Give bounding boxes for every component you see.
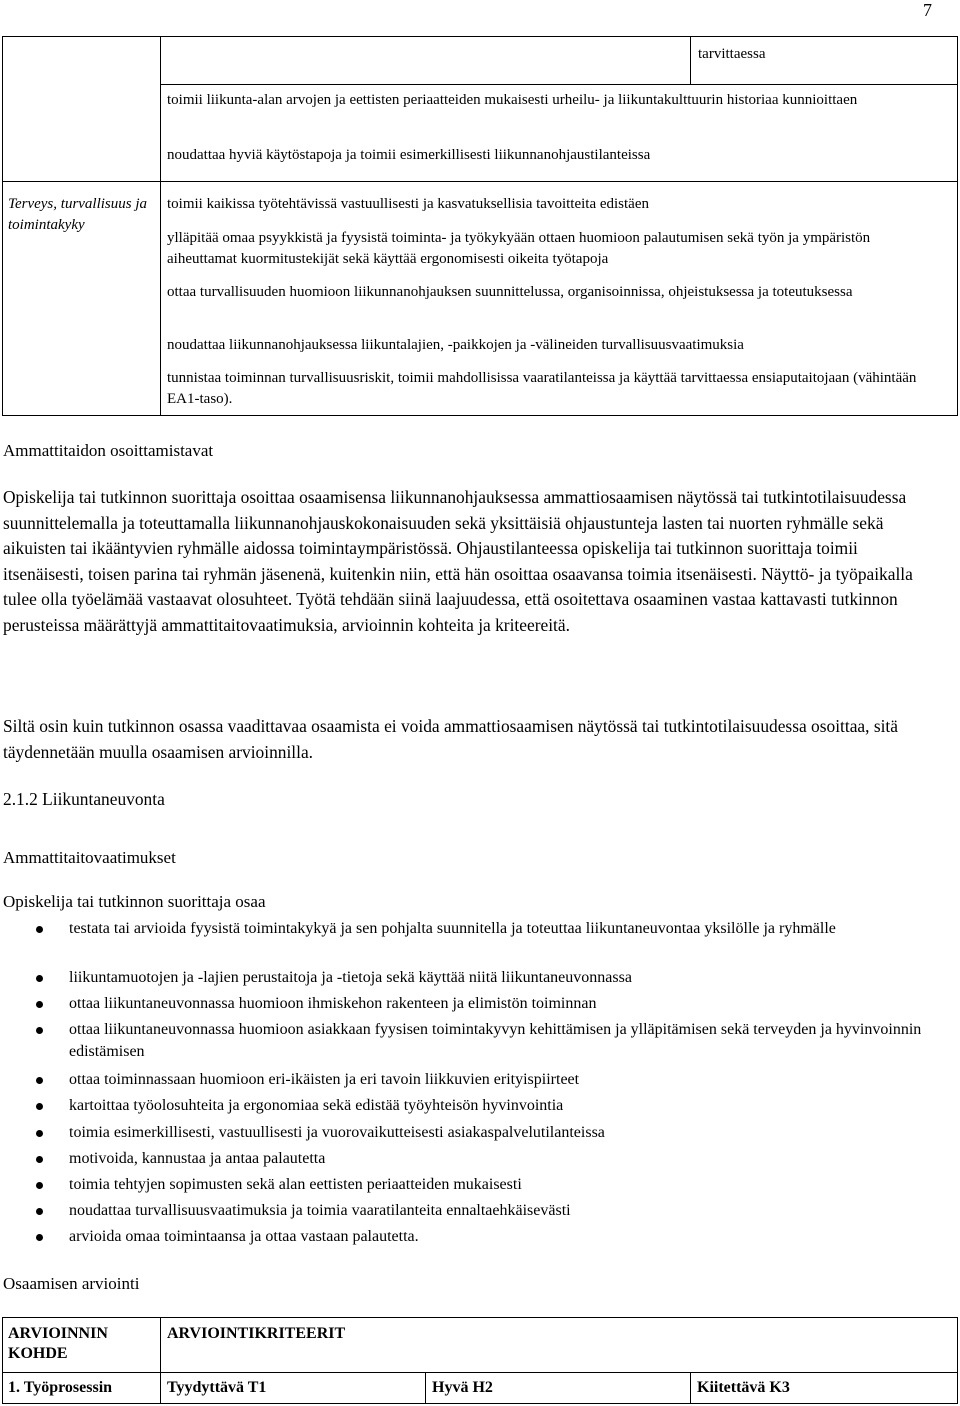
assessment-criteria-header: ARVIOINTIKRITEERIT [167,1325,346,1342]
assessment-row-target: 1. Työprosessin [8,1379,113,1396]
table-row: tunnistaa toiminnan turvallisuusriskit, toimii mahdollisissa vaaratilanteissa ja käyttää tarvittaessa ensiaputaitojaan (vähintään EA1-taso). [167,370,917,407]
assessment-target-header: ARVIOINNIN KOHDE [8,1325,108,1362]
list-item: toimia esimerkillisesti, vastuullisesti ja vuorovaikutteisesti asiakaspalvelutilanteissa [69,1124,605,1141]
supplementary-paragraph: Siltä osin kuin tutkinnon osassa vaadittavaa osaamista ei voida ammattiosaamisen näytössä tai tutkintotilaisuudessa osoittaa, sitä täydennetään muulla osaamisen arvioinnilla. [3,716,898,762]
bullet-icon [36,1027,43,1034]
bullet-icon [36,1077,43,1084]
list-item: arvioida omaa toimintaansa ja ottaa vastaan palautetta. [69,1228,419,1245]
bullet-icon [36,1234,43,1241]
section-title: 2.1.2 Liikuntaneuvonta [3,789,165,809]
grade-t1: Tyydyttävä T1 [167,1379,267,1396]
methods-paragraph: Opiskelija tai tutkinnon suorittaja osoittaa osaamisensa liikunnanohjauksessa ammattiosaamisen näytössä tai tutkintotilaisuudessa suunnittelemalla ja toteuttamalla liikunnanohjauskokonaisuuden sekä yksittäisiä ohjaustunteja lasten tai nuorten ryhmälle sekä aikuisten tai ikääntyvien ryhmälle aidossa toimintaympäristössä. Ohjaustilanteessa opiskelija tai tutkinnon suorittaja toimii itsenäisesti, toisen parina tai ryhmän jäsenenä, kuitenkin niin, että hän osoittaa osaavansa toimia itsenäisesti. Näyttö- ja työpaikalla tulee olla työelämää vastaavat olosuhteet. Työtä tehdään siinä laajuudessa, että osoitettava osaaminen vastaa kattavasti tutkinnon perusteissa määrättyjä ammattitaitovaatimuksia, arvioinnin kohteita ja kriteereitä. [3,487,913,635]
table-row: ylläpitää omaa psyykkistä ja fyysistä toiminta- ja työkykyään ottaen huomioon palautumisen sekä työn ja ympäristön aiheuttamat kuormitustekijät sekä käyttää ergonomisesti oikeita työtapoja [167,230,871,267]
list-item: testata tai arvioida fyysistä toimintakykyä ja sen pohjalta suunnitella ja toteuttaa liikuntaneuvontaa yksilölle ja ryhmälle [69,920,836,937]
list-item: ottaa liikuntaneuvonnassa huomioon ihmiskehon rakenteen ja elimistön toiminnan [69,995,597,1012]
bullet-icon [36,1103,43,1110]
list-item: motivoida, kannustaa ja antaa palautetta [69,1150,326,1167]
table-row: noudattaa liikunnanohjauksessa liikuntalajien, -paikkojen ja -välineiden turvallisuusvaatimuksia [167,337,744,353]
table-row: ottaa turvallisuuden huomioon liikunnanohjauksen suunnittelussa, organisoinnissa, ohjeistuksessa ja toteutuksessa [167,284,853,300]
table-row: noudattaa hyviä käytöstapoja ja toimii esimerkillisesti liikunnanohjaustilanteissa [167,147,651,163]
section-label: Terveys, turvallisuus ja toimintakyky [8,196,148,233]
bullet-icon [36,926,43,933]
bullet-icon [36,1130,43,1137]
methods-heading: Ammattitaidon osoittamistavat [3,441,214,460]
table-row: toimii kaikissa työtehtävissä vastuullisesti ja kasvatuksellisia tavoitteita edistäen [167,196,649,212]
requirements-intro: Opiskelija tai tutkinnon suorittaja osaa [3,892,266,911]
list-item: ottaa toiminnassaan huomioon eri-ikäisten ja eri tavoin liikkuvien erityispiirteet [69,1071,580,1088]
grade-k3: Kiitettävä K3 [697,1379,790,1396]
bullet-icon [36,1156,43,1163]
list-item: noudattaa turvallisuusvaatimuksia ja toimia vaaratilanteita ennaltaehkäisevästi [69,1202,571,1219]
grade-h2: Hyvä H2 [432,1379,493,1396]
assessment-heading: Osaamisen arviointi [3,1274,140,1293]
requirements-heading: Ammattitaitovaatimukset [3,848,176,867]
bullet-icon [36,1001,43,1008]
page-number: 7 [923,0,932,20]
list-item: toimia tehtyjen sopimusten sekä alan eettisten periaatteiden mukaisesti [69,1176,522,1193]
list-item: liikuntamuotojen ja -lajien perustaitoja ja -tietoja sekä käyttää niitä liikuntaneuvonnassa [69,969,632,986]
bullet-icon [36,975,43,982]
bullet-icon [36,1208,43,1215]
table-row: toimii liikunta-alan arvojen ja eettisten periaatteiden mukaisesti urheilu- ja liikuntakulttuurin historiaa kunnioittaen [167,92,858,108]
header-cell-text: tarvittaessa [698,46,766,62]
list-item: ottaa liikuntaneuvonnassa huomioon asiakkaan fyysisen toimintakyvyn kehittämisen ja ylläpitämisen sekä terveyden ja hyvinvoinnin edistämisen [69,1021,922,1060]
list-item: kartoittaa työolosuhteita ja ergonomiaa sekä edistää työyhteisön hyvinvointia [69,1097,564,1114]
bullet-icon [36,1182,43,1189]
